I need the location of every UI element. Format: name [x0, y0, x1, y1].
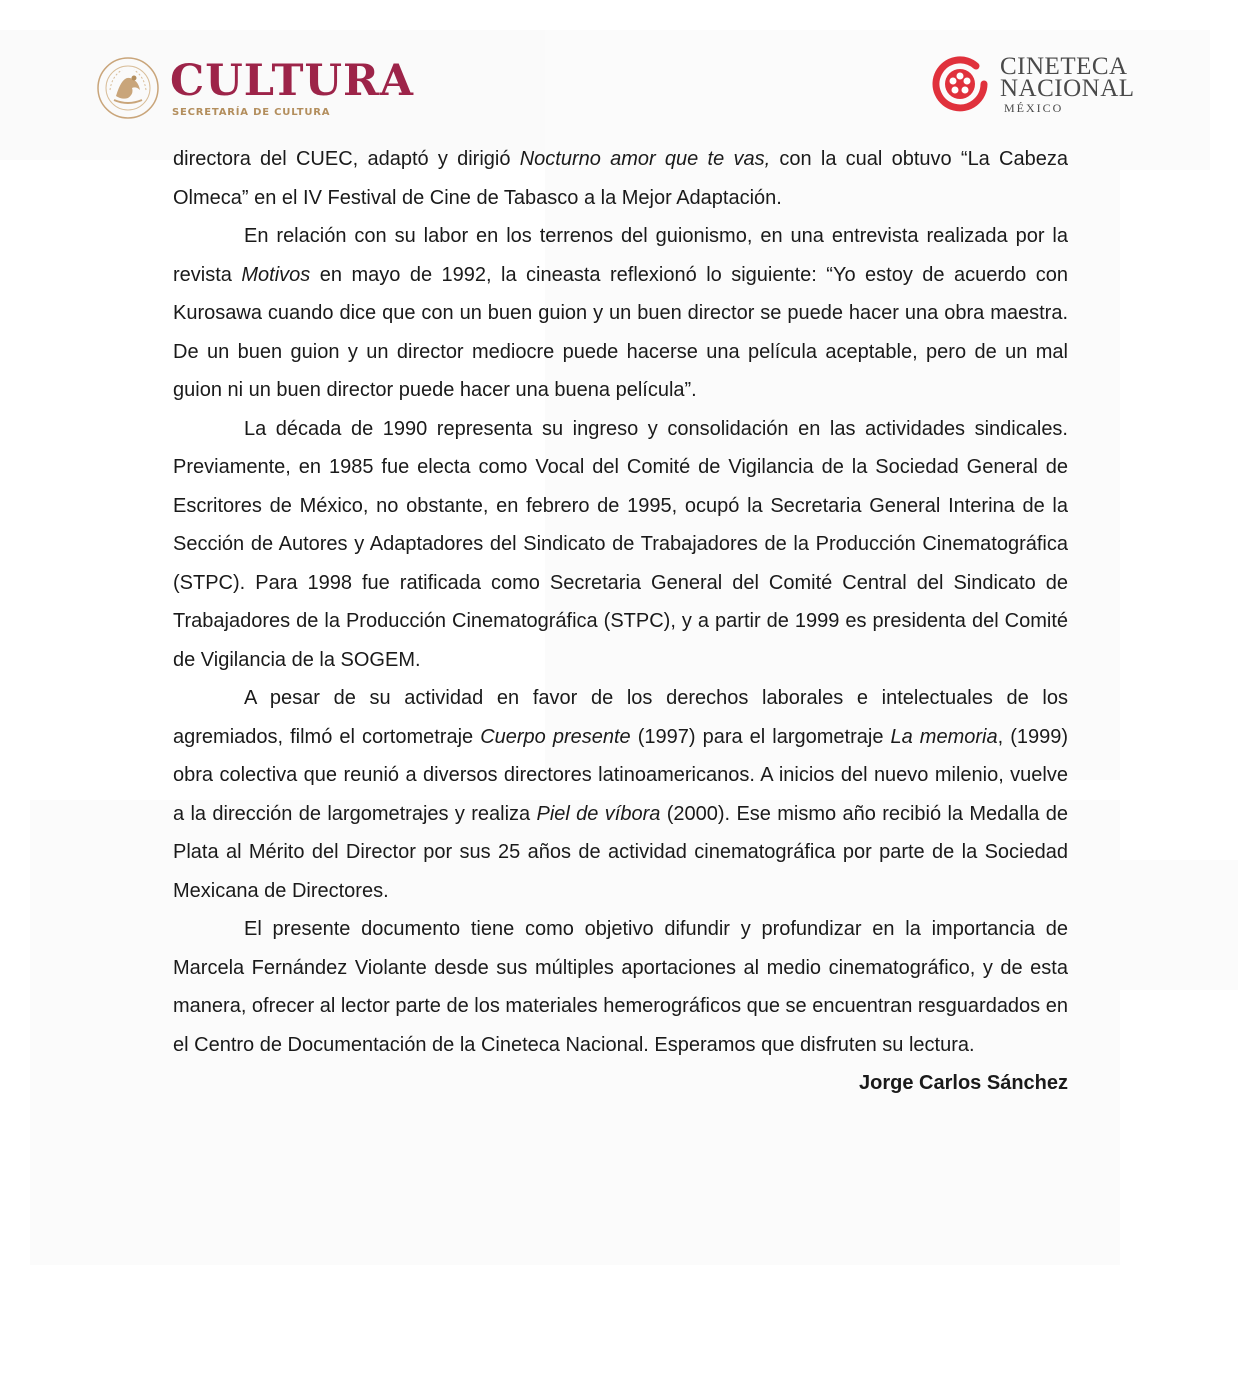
- paragraph-2: En relación con su labor en los terrenos del guionismo, en una entrevista realizada por la revista Motivos en mayo de 1992, la cineasta reflexionó lo siguiente: “Yo estoy de acuerdo con Kurosawa cuando dice que con un buen guion y un buen director se puede hacer una obra maestra. De un buen guion y un director mediocre puede hacerse una película aceptable, pero de un mal guion ni un buen director puede hacer una buena película”.: [173, 225, 1068, 401]
- cineteca-line3: MÉXICO: [1004, 101, 1064, 114]
- paragraph-4: A pesar de su actividad en favor de los derechos laborales e intelectuales de los agremiados, filmó el cortometraje Cuerpo presente (1997) para el largometraje La memoria, (1999) obra colectiva que reunió a diversos directores latinoamericanos. A inicios del nuevo milenio, vuelve a la dirección de largometrajes y realiza Piel de víbora (2000). Ese mismo año recibió la Medalla de Plata al Mérito del Director por sus 25 años de actividad cinematográfica por parte de la Sociedad Mexicana de Directores.: [173, 687, 1069, 902]
- cineteca-line2: NACIONAL: [1000, 75, 1135, 102]
- cultura-subtitle: SECRETARÍA DE CULTURA: [172, 107, 331, 118]
- cineteca-logo: [932, 56, 1146, 114]
- paragraph-3: La década de 1990 representa su ingreso y consolidación en las actividades sindicales. Previamente, en 1985 fue electa como Vocal del Comité de Vigilancia de la Sociedad General de Escritores de México, no obstante, en febrero de 1995, ocupó la Secretaria General Interina de la Sección de Autores y Adaptadores del Sindicato de Trabajadores de la Producción Cinematográfica (STPC). Para 1998 fue ratificada como Secretaria General del Comité Central del Sindicato de Trabajadores de la Producción Cinematográfica (STPC), y a partir de 1999 es presidenta del Comité de Vigilancia de la SOGEM.: [173, 417, 1068, 671]
- scan-shade: [1120, 860, 1238, 990]
- film-reel-icon: [932, 56, 988, 112]
- cultura-logo: [96, 56, 414, 120]
- paragraph-5: El presente documento tiene como objetivo difundir y profundizar en la importancia de Marcela Fernández Violante desde sus múltiples aportaciones al medio cinematográfico, y de esta manera, ofrecer al lector parte de los materiales hemerográficos que se encuentran resguardados en el Centro de Documentación de la Cineteca Nacional. Esperamos que disfruten su lectura.: [173, 918, 1068, 1056]
- mexican-seal-icon: [96, 56, 160, 120]
- cultura-title: CULTURA: [170, 56, 415, 106]
- author-signature: Jorge Carlos Sánchez: [859, 1072, 1068, 1094]
- document-body: [173, 140, 1068, 1103]
- cineteca-line1: CINETECA: [1000, 56, 1128, 80]
- paragraph-1: directora del CUEC, adaptó y dirigió Nocturno amor que te vas, con la cual obtuvo “La Cabeza Olmeca” en el IV Festival de Cine de Tabasco a la Mejor Adaptación.: [173, 148, 1068, 209]
